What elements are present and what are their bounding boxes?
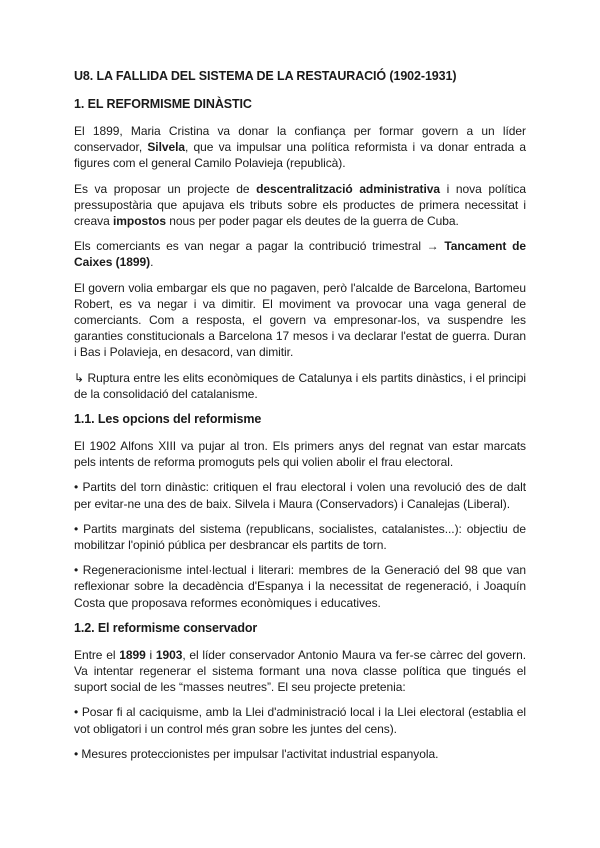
paragraph-ruptura: ↳ Ruptura entre les elits econòmiques de Catalunya i els partits dinàstics, i el principi de la consolidació del catalanisme. bbox=[74, 370, 526, 401]
document-body bbox=[74, 68, 526, 762]
bullet-caciquisme: • Posar fi al caciquisme, amb la Llei d'administració local i la Llei electoral (establia el vot obligatori i un control més gran sobre les juntes del cens). bbox=[74, 705, 526, 736]
paragraph-tancament-caixes: Els comerciants es van negar a pagar la contribució trimestral → Tancament de Caixes (1899). bbox=[74, 239, 526, 270]
section-1-heading: 1. EL REFORMISME DINÀSTIC bbox=[74, 97, 252, 111]
bullet-proteccionisme: • Mesures proteccionistes per impulsar l'activitat industrial espanyola. bbox=[74, 746, 439, 761]
bullet-partits-torn: • Partits del torn dinàstic: critiquen el frau electoral i volen una revolució des de dalt per evitar-ne una des de baix. Silvela i Maura (Conservadors) i Canalejas (Liberal). bbox=[74, 480, 526, 511]
paragraph-alfons-xiii: El 1902 Alfons XIII va pujar al tron. Els primers anys del regnat van estar marcats pels intents de reforma promoguts pels qui volien abolir el frau electoral. bbox=[74, 439, 526, 470]
paragraph-silvela: El 1899, Maria Cristina va donar la confiança per formar govern a un líder conservador, Silvela, que va impulsar una política reformista i va donar entrada a figures com el general Camilo Polavieja (republicà). bbox=[74, 124, 526, 171]
bullet-partits-marginats: • Partits marginats del sistema (republicans, socialistes, catalanistes...): objectiu de mobilitzar l'opinió pública per desbrancar els partits de torn. bbox=[74, 521, 526, 553]
document-title: U8. LA FALLIDA DEL SISTEMA DE LA RESTAURACIÓ (1902-1931) bbox=[74, 69, 457, 83]
paragraph-descentralitzacio: Es va proposar un projecte de descentralització administrativa i nova política pressupostària que apujava els tributs sobre els productes de primera necessitat i creava impostos nous per poder pagar els deutes de la guerra de Cuba. bbox=[74, 181, 526, 229]
bullet-regeneracionisme: • Regeneracionisme intel·lectual i literari: membres de la Generació del 98 que van reflexionar sobre la decadència d'Espanya i la necessitat de regeneració, i Joaquín Costa que proposava reformes econòmiques i educatives. bbox=[74, 563, 526, 610]
section-1-2-heading: 1.2. El reformisme conservador bbox=[74, 620, 258, 635]
section-1-1-heading: 1.1. Les opcions del reformisme bbox=[74, 412, 262, 427]
paragraph-maura: Entre el 1899 i 1903, el líder conservador Antonio Maura va fer-se càrrec del govern. Va intentar regenerar el sistema formant una nova classe política que tingués el suport social de les “masses neutres”. El seu projecte pretenia: bbox=[74, 647, 527, 695]
paragraph-embargament: El govern volia embargar els que no pagaven, però l'alcalde de Barcelona, Bartomeu Robert, es va negar i va dimitir. El moviment va provocar una vaga general de comerciants. Com a resposta, el govern va empresonar-los, va suspendre les garanties constitucionals a Barcelona 17 mesos i va declarar l'estat de guerra. Duran i Bas i Polavieja, en desacord, van dimitir. bbox=[74, 280, 526, 360]
